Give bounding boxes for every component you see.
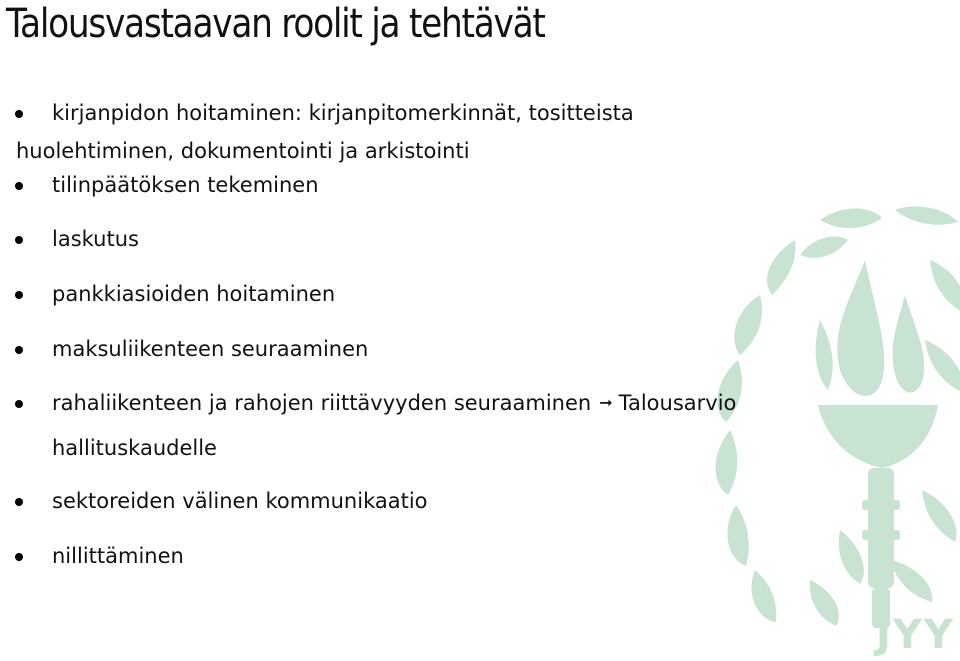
bullet-dot xyxy=(15,110,23,118)
bullet-item-text: rahaliikenteen ja rahojen riittävyyden seuraaminen xyxy=(52,391,592,415)
bullet-item-continuation: hallituskaudelle xyxy=(52,436,217,460)
bullet-dot xyxy=(15,498,23,506)
jyy-logo-text: JYY xyxy=(876,612,955,658)
bullet-item: laskutus xyxy=(52,227,139,251)
arrow-right-icon: ➞ xyxy=(599,393,613,412)
bullet-dot xyxy=(15,553,23,561)
bullet-item-continuation: huolehtiminen, dokumentointi ja arkistointi xyxy=(16,139,470,163)
bullet-item xyxy=(52,390,736,416)
slide-title: Talousvastaavan roolit ja tehtävät xyxy=(6,1,545,47)
bullet-item: sektoreiden välinen kommunikaatio xyxy=(52,489,428,513)
bullet-dot xyxy=(15,291,23,299)
bullet-item: nillittäminen xyxy=(52,544,184,568)
bullet-dot xyxy=(15,346,23,354)
bullet-item: pankkiasioiden hoitaminen xyxy=(52,282,336,306)
bullet-item-after-arrow: Talousarvio xyxy=(618,391,737,415)
bullet-dot xyxy=(15,400,23,408)
bullet-dot xyxy=(15,182,23,190)
bullet-item: maksuliikenteen seuraaminen xyxy=(52,337,369,361)
bullet-item: kirjanpidon hoitaminen: kirjanpitomerkinnät, tositteista xyxy=(52,101,634,125)
bullet-dot xyxy=(15,236,23,244)
bullet-item: tilinpäätöksen tekeminen xyxy=(52,173,319,197)
